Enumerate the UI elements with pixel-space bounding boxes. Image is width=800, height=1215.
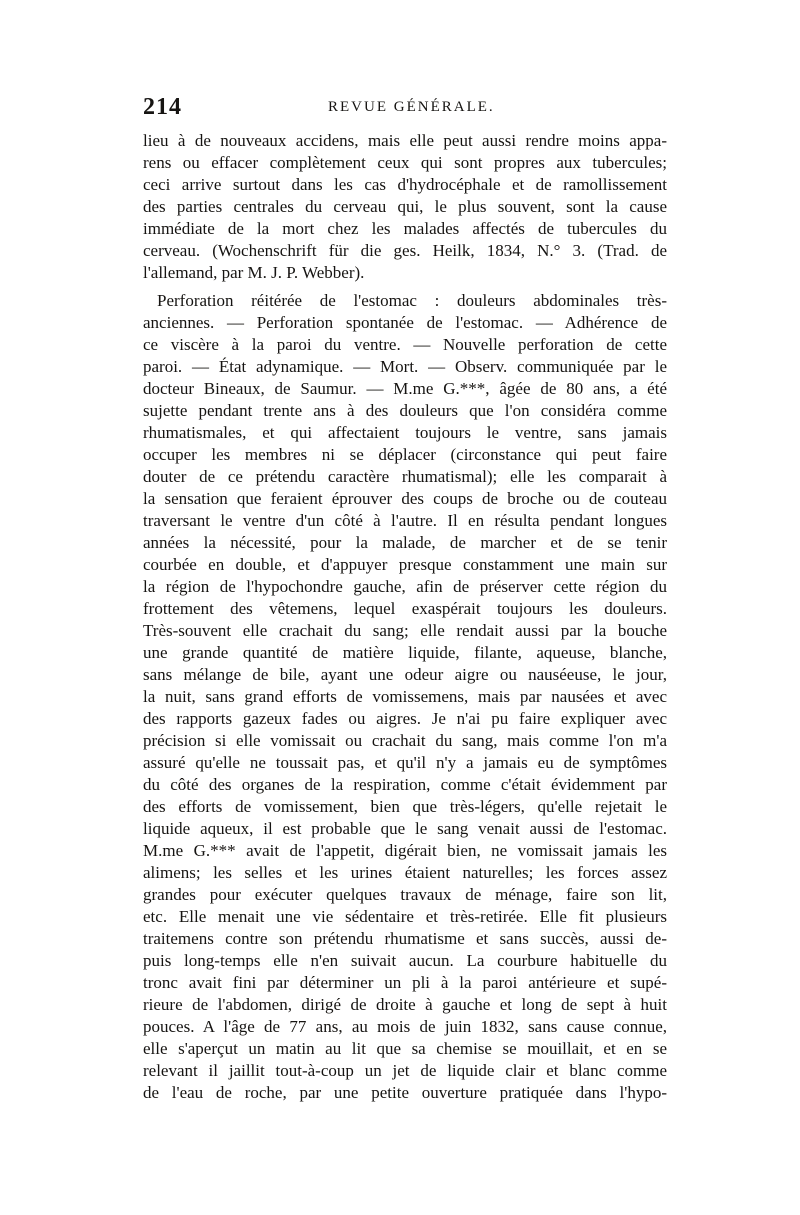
text-line: du côté des organes de la respiration, comme c'était évidemment par bbox=[143, 775, 667, 794]
text-line: docteur Bineaux, de Saumur. — M.me G.***, âgée de 80 ans, a été bbox=[143, 379, 667, 398]
text-line: une grande quantité de matière liquide, filante, aqueuse, blanche, bbox=[143, 643, 667, 662]
text-line: précision si elle vomissait ou crachait du sang, mais comme l'on m'a bbox=[143, 731, 667, 750]
text-line: de l'eau de roche, par une petite ouverture pratiquée dans l'hypo- bbox=[143, 1083, 667, 1102]
text-line: ceci arrive surtout dans les cas d'hydrocéphale et de ramollissement bbox=[143, 175, 667, 194]
text-line: paroi. — État adynamique. — Mort. — Observ. communiquée par le bbox=[143, 357, 667, 376]
text-line: rhumatismales, et qui affectaient toujours le ventre, sans jamais bbox=[143, 423, 667, 442]
text-line: etc. Elle menait une vie sédentaire et très-retirée. Elle fit plusieurs bbox=[143, 907, 667, 926]
text-line: frottement des vêtemens, lequel exaspérait toujours les douleurs. bbox=[143, 599, 667, 618]
page-header bbox=[143, 94, 667, 122]
text-line: relevant il jaillit tout-à-coup un jet de liquide clair et blanc comme bbox=[143, 1061, 667, 1080]
text-line: Très-souvent elle crachait du sang; elle rendait aussi par la bouche bbox=[143, 621, 667, 640]
text-line: anciennes. — Perforation spontanée de l'estomac. — Adhérence de bbox=[143, 313, 667, 332]
text-line: elle s'aperçut un matin au lit que sa chemise se mouillait, et en se bbox=[143, 1039, 667, 1058]
text-line: tronc avait fini par déterminer un pli à la paroi antérieure et supé- bbox=[143, 973, 667, 992]
text-line: occuper les membres ni se déplacer (circonstance qui peut faire bbox=[143, 445, 667, 464]
text-line: ce viscère à la paroi du ventre. — Nouvelle perforation de cette bbox=[143, 335, 667, 354]
text-line: des rapports gazeux fades ou aigres. Je n'ai pu faire expliquer avec bbox=[143, 709, 667, 728]
text-line: lieu à de nouveaux accidens, mais elle peut aussi rendre moins appa- bbox=[143, 131, 667, 150]
text-line: courbée en double, et d'appuyer presque constamment une main sur bbox=[143, 555, 667, 574]
text-line: traitemens contre son prétendu rhumatisme et sans succès, aussi de- bbox=[143, 929, 667, 948]
text-line: immédiate de la mort chez les malades affectés de tubercules du bbox=[143, 219, 667, 238]
running-title: REVUE GÉNÉRALE. bbox=[328, 99, 495, 115]
text-line: des efforts de vomissement, bien que très-légers, qu'elle rejetait le bbox=[143, 797, 667, 816]
text-line: traversant le ventre d'un côté à l'autre. Il en résulta pendant longues bbox=[143, 511, 667, 530]
text-line: la région de l'hypochondre gauche, afin de préserver cette région du bbox=[143, 577, 667, 596]
text-line: M.me G.*** avait de l'appetit, digérait bien, ne vomissait jamais les bbox=[143, 841, 667, 860]
page-number: 214 bbox=[143, 94, 182, 120]
text-line: la nuit, sans grand efforts de vomissemens, mais par nausées et avec bbox=[143, 687, 667, 706]
body-text bbox=[143, 130, 667, 1104]
text-line: des parties centrales du cerveau qui, le plus souvent, sont la cause bbox=[143, 197, 667, 216]
text-line: alimens; les selles et les urines étaient naturelles; les forces assez bbox=[143, 863, 667, 882]
text-line: l'allemand, par M. J. P. Webber). bbox=[143, 263, 365, 282]
text-line: la sensation que feraient éprouver des coups de broche ou de couteau bbox=[143, 489, 667, 508]
text-line: douter de ce prétendu caractère rhumatismal); elle les comparait à bbox=[143, 467, 667, 486]
text-line: liquide aqueux, il est probable que le sang venait aussi de l'estomac. bbox=[143, 819, 667, 838]
section-heading-line: Perforation réitérée de l'estomac : douleurs abdominales très- bbox=[157, 291, 667, 310]
text-line: sujette pendant trente ans à des douleurs que l'on considéra comme bbox=[143, 401, 667, 420]
text-line: grandes pour exécuter quelques travaux de ménage, faire son lit, bbox=[143, 885, 667, 904]
text-line: pouces. A l'âge de 77 ans, au mois de juin 1832, sans cause connue, bbox=[143, 1017, 667, 1036]
text-line: assuré qu'elle ne toussait pas, et qu'il n'y a jamais eu de symptômes bbox=[143, 753, 667, 772]
text-line: années la nécessité, pour la malade, de marcher et de se tenir bbox=[143, 533, 667, 552]
text-line: rens ou effacer complètement ceux qui sont propres aux tubercules; bbox=[143, 153, 667, 172]
text-line: puis long-temps elle n'en suivait aucun. La courbure habituelle du bbox=[143, 951, 667, 970]
text-line: sans mélange de bile, ayant une odeur aigre ou nauséeuse, le jour, bbox=[143, 665, 667, 684]
text-line: cerveau. (Wochenschrift für die ges. Heilk, 1834, N.° 3. (Trad. de bbox=[143, 241, 667, 260]
text-line: rieure de l'abdomen, dirigé de droite à gauche et long de sept à huit bbox=[143, 995, 667, 1014]
